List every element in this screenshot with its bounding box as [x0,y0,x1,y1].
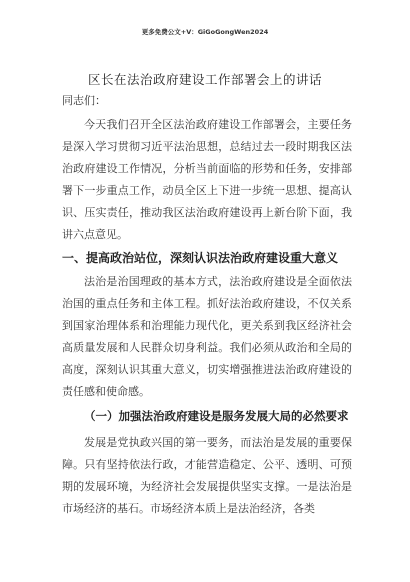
watermark: 更多免费公文+V：GiGoGongWen2024 [141,28,269,36]
document-title: 区长在法治政府建设工作部署会上的讲话 [87,72,322,87]
paragraph: 法治是治国理政的基本方式，法治政府建设是全面依法治国的重点任务和主体工程。抓好法治政府建设，不仅关系到国家治理体系和治理能力现代化，更关系到我区经济社会高质量发展和人民群众切身利益。我们必须从政治和全局的高度，深刻认识其重大意义，切实增强推进法治政府建设的责任感和使命感。 [62,275,352,398]
paragraph: 发展是党执政兴国的第一要务，而法治是发展的重要保障。只有坚持依法行政，才能营造稳定、公平、透明、可预期的发展环境，为经济社会发展提供坚实支撑。一是法治是市场经济的基石。市场经济本质上是法治经济，各类 [62,436,352,515]
section-heading: 一、提高政治站位，深刻认识法治政府建设重大意义 [62,251,339,265]
salutation: 同志们： [62,94,106,107]
subsection-heading: （一）加强法治政府建设是服务发展大局的必然要求 [84,409,349,423]
paragraph: 今天我们召开全区法治政府建设工作部署会，主要任务是深入学习贯彻习近平法治思想，总结过去一段时期我区法治政府建设工作情况，分析当前面临的形势和任务，安排部署下一步重点工作，动员全区上下进一步统一思想、提高认识、压实责任，推动我区法治政府建设再上新台阶下面，我讲六点意见。 [62,118,352,241]
